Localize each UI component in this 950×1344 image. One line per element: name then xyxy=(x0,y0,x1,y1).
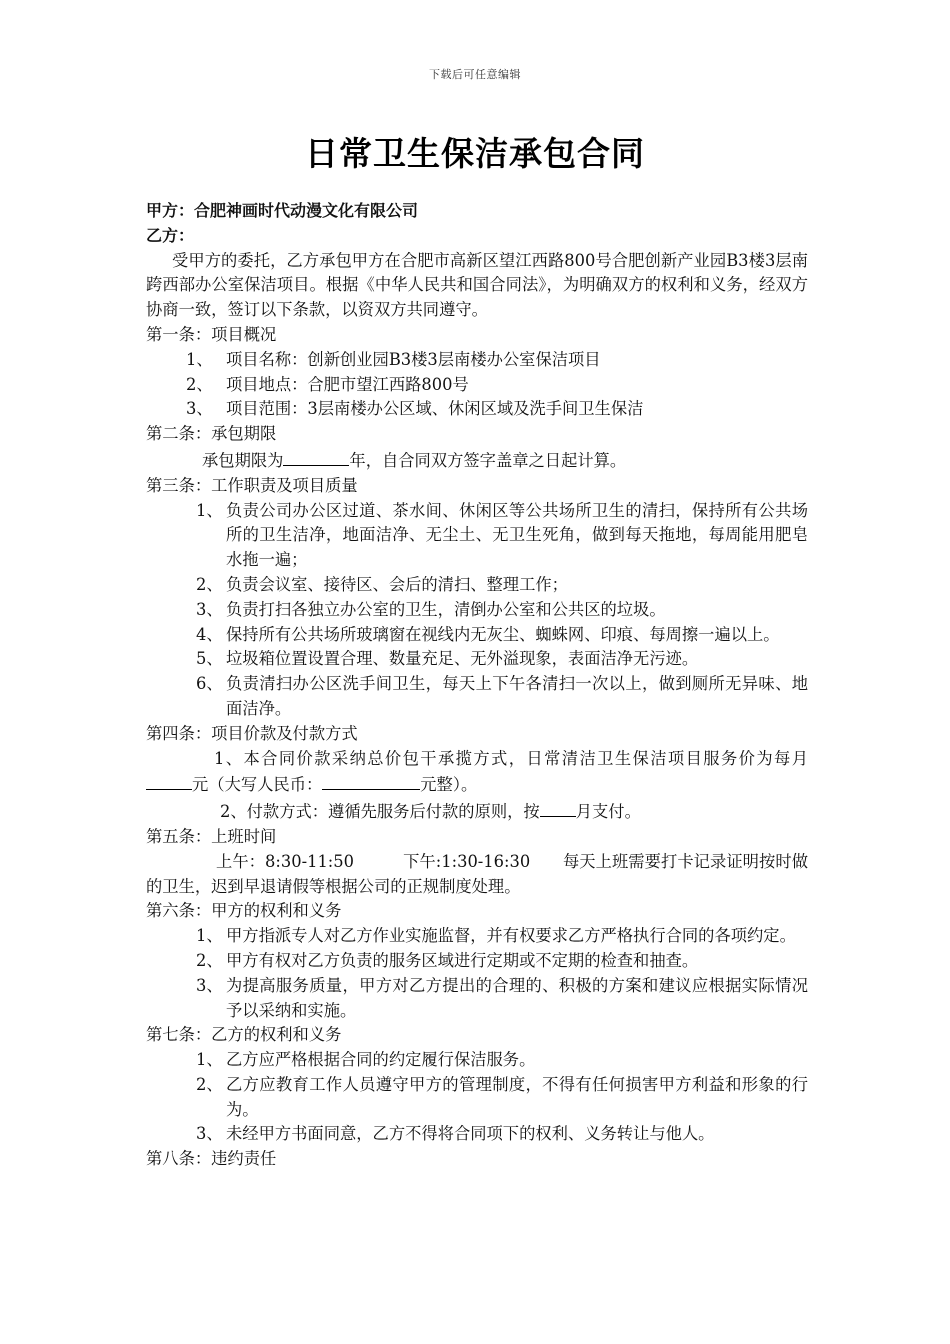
article-4-payment: 2、付款方式：遵循先服务后付款的原则，按 月支付。 xyxy=(146,798,808,825)
monthly-price-blank[interactable] xyxy=(146,771,192,790)
article-2-term: 承包期限为 年，自合同双方签字盖章之日起计算。 xyxy=(146,447,808,474)
article-5-text: 上午：8:30-11:50 下午:1:30-16:30 每天上班需要打卡记录证明按时做的卫生，迟到早退请假等根据公司的正规制度处理。 xyxy=(146,851,808,896)
article-3-item: 5、 垃圾箱位置设置合理、数量充足、无外溢现象，表面洁净无污迹。 xyxy=(196,649,699,669)
article-4-heading: 第四条：项目价款及付款方式 xyxy=(146,723,358,743)
article-3-heading: 第三条：工作职责及项目质量 xyxy=(146,475,358,495)
article-3-item: 6、 负责清扫办公区洗手间卫生，每天上下午各清扫一次以上，做到厕所无异味、地面洁净。 xyxy=(196,674,808,718)
article-6-item: 2、 甲方有权对乙方负责的服务区域进行定期或不定期的检查和抽查。 xyxy=(196,950,699,970)
price-in-words-blank[interactable] xyxy=(322,771,420,790)
article-3-item: 3、 负责打扫各独立办公室的卫生，清倒办公室和公共区的垃圾。 xyxy=(196,599,666,619)
contract-body xyxy=(146,199,808,1172)
article-5-heading: 第五条：上班时间 xyxy=(146,826,277,846)
article-7-item: 1、 乙方应严格根据合同的约定履行保洁服务。 xyxy=(196,1050,536,1070)
article-6-item: 1、 甲方指派专人对乙方作业实施监督，并有权要求乙方严格执行合同的各项约定。 xyxy=(196,926,796,946)
article-4-price: 1、本合同价款采纳总价包干承揽方式，日常清洁卫生保洁项目服务价为每月 元（大写人民币： 元整）。 xyxy=(146,747,808,799)
party-a: 甲方：合肥神画时代动漫文化有限公司 xyxy=(146,201,419,220)
article-3-item: 1、 负责公司办公区过道、茶水间、休闲区等公共场所卫生的清扫，保持所有公共场所的卫生洁净，地面洁净、无尘土、无卫生死角，做到每天拖地，每周能用肥皂水拖一遍； xyxy=(196,500,808,570)
article-3-item: 4、 保持所有公共场所玻璃窗在视线内无灰尘、蜘蛛网、印痕、每周擦一遍以上。 xyxy=(196,624,780,644)
article-1-heading: 第一条：项目概况 xyxy=(146,324,277,344)
intro-paragraph: 受甲方的委托，乙方承包甲方在合肥市高新区望江西路800号合肥创新产业园B3楼3层南跨西部办公室保洁项目。根据《中华人民共和国合同法》，为明确双方的权利和义务，经双方协商一致，签订以下条款，以资双方共同遵守。 xyxy=(146,250,808,320)
article-7-item: 2、 乙方应教育工作人员遵守甲方的管理制度，不得有任何损害甲方利益和形象的行为。 xyxy=(196,1074,808,1119)
article-2-heading: 第二条：承包期限 xyxy=(146,424,277,444)
party-b: 乙方： xyxy=(146,225,195,245)
document-title: 日常卫生保洁承包合同 xyxy=(305,134,645,173)
article-8-heading: 第八条：违约责任 xyxy=(146,1149,277,1169)
article-6-heading: 第六条：甲方的权利和义务 xyxy=(146,901,342,921)
article-1-item: 2、 项目地点：合肥市望江西路800号 xyxy=(186,374,469,394)
header-note: 下载后可任意编辑 xyxy=(429,68,521,81)
article-6-item: 3、 为提高服务质量，甲方对乙方提出的合理的、积极的方案和建议应根据实际情况予以采纳和实施。 xyxy=(196,975,808,1020)
article-7-heading: 第七条：乙方的权利和义务 xyxy=(146,1025,342,1045)
article-1-item: 3、 项目范围：3层南楼办公区域、休闲区域及洗手间卫生保洁 xyxy=(186,399,644,419)
term-years-blank[interactable] xyxy=(283,447,349,466)
payment-months-blank[interactable] xyxy=(540,798,576,817)
article-1-item: 1、 项目名称：创新创业园B3楼3层南楼办公室保洁项目 xyxy=(186,349,601,369)
article-3-item: 2、 负责会议室、接待区、会后的清扫、整理工作； xyxy=(196,574,568,594)
article-7-item: 3、 未经甲方书面同意，乙方不得将合同项下的权利、义务转让与他人。 xyxy=(196,1124,715,1144)
